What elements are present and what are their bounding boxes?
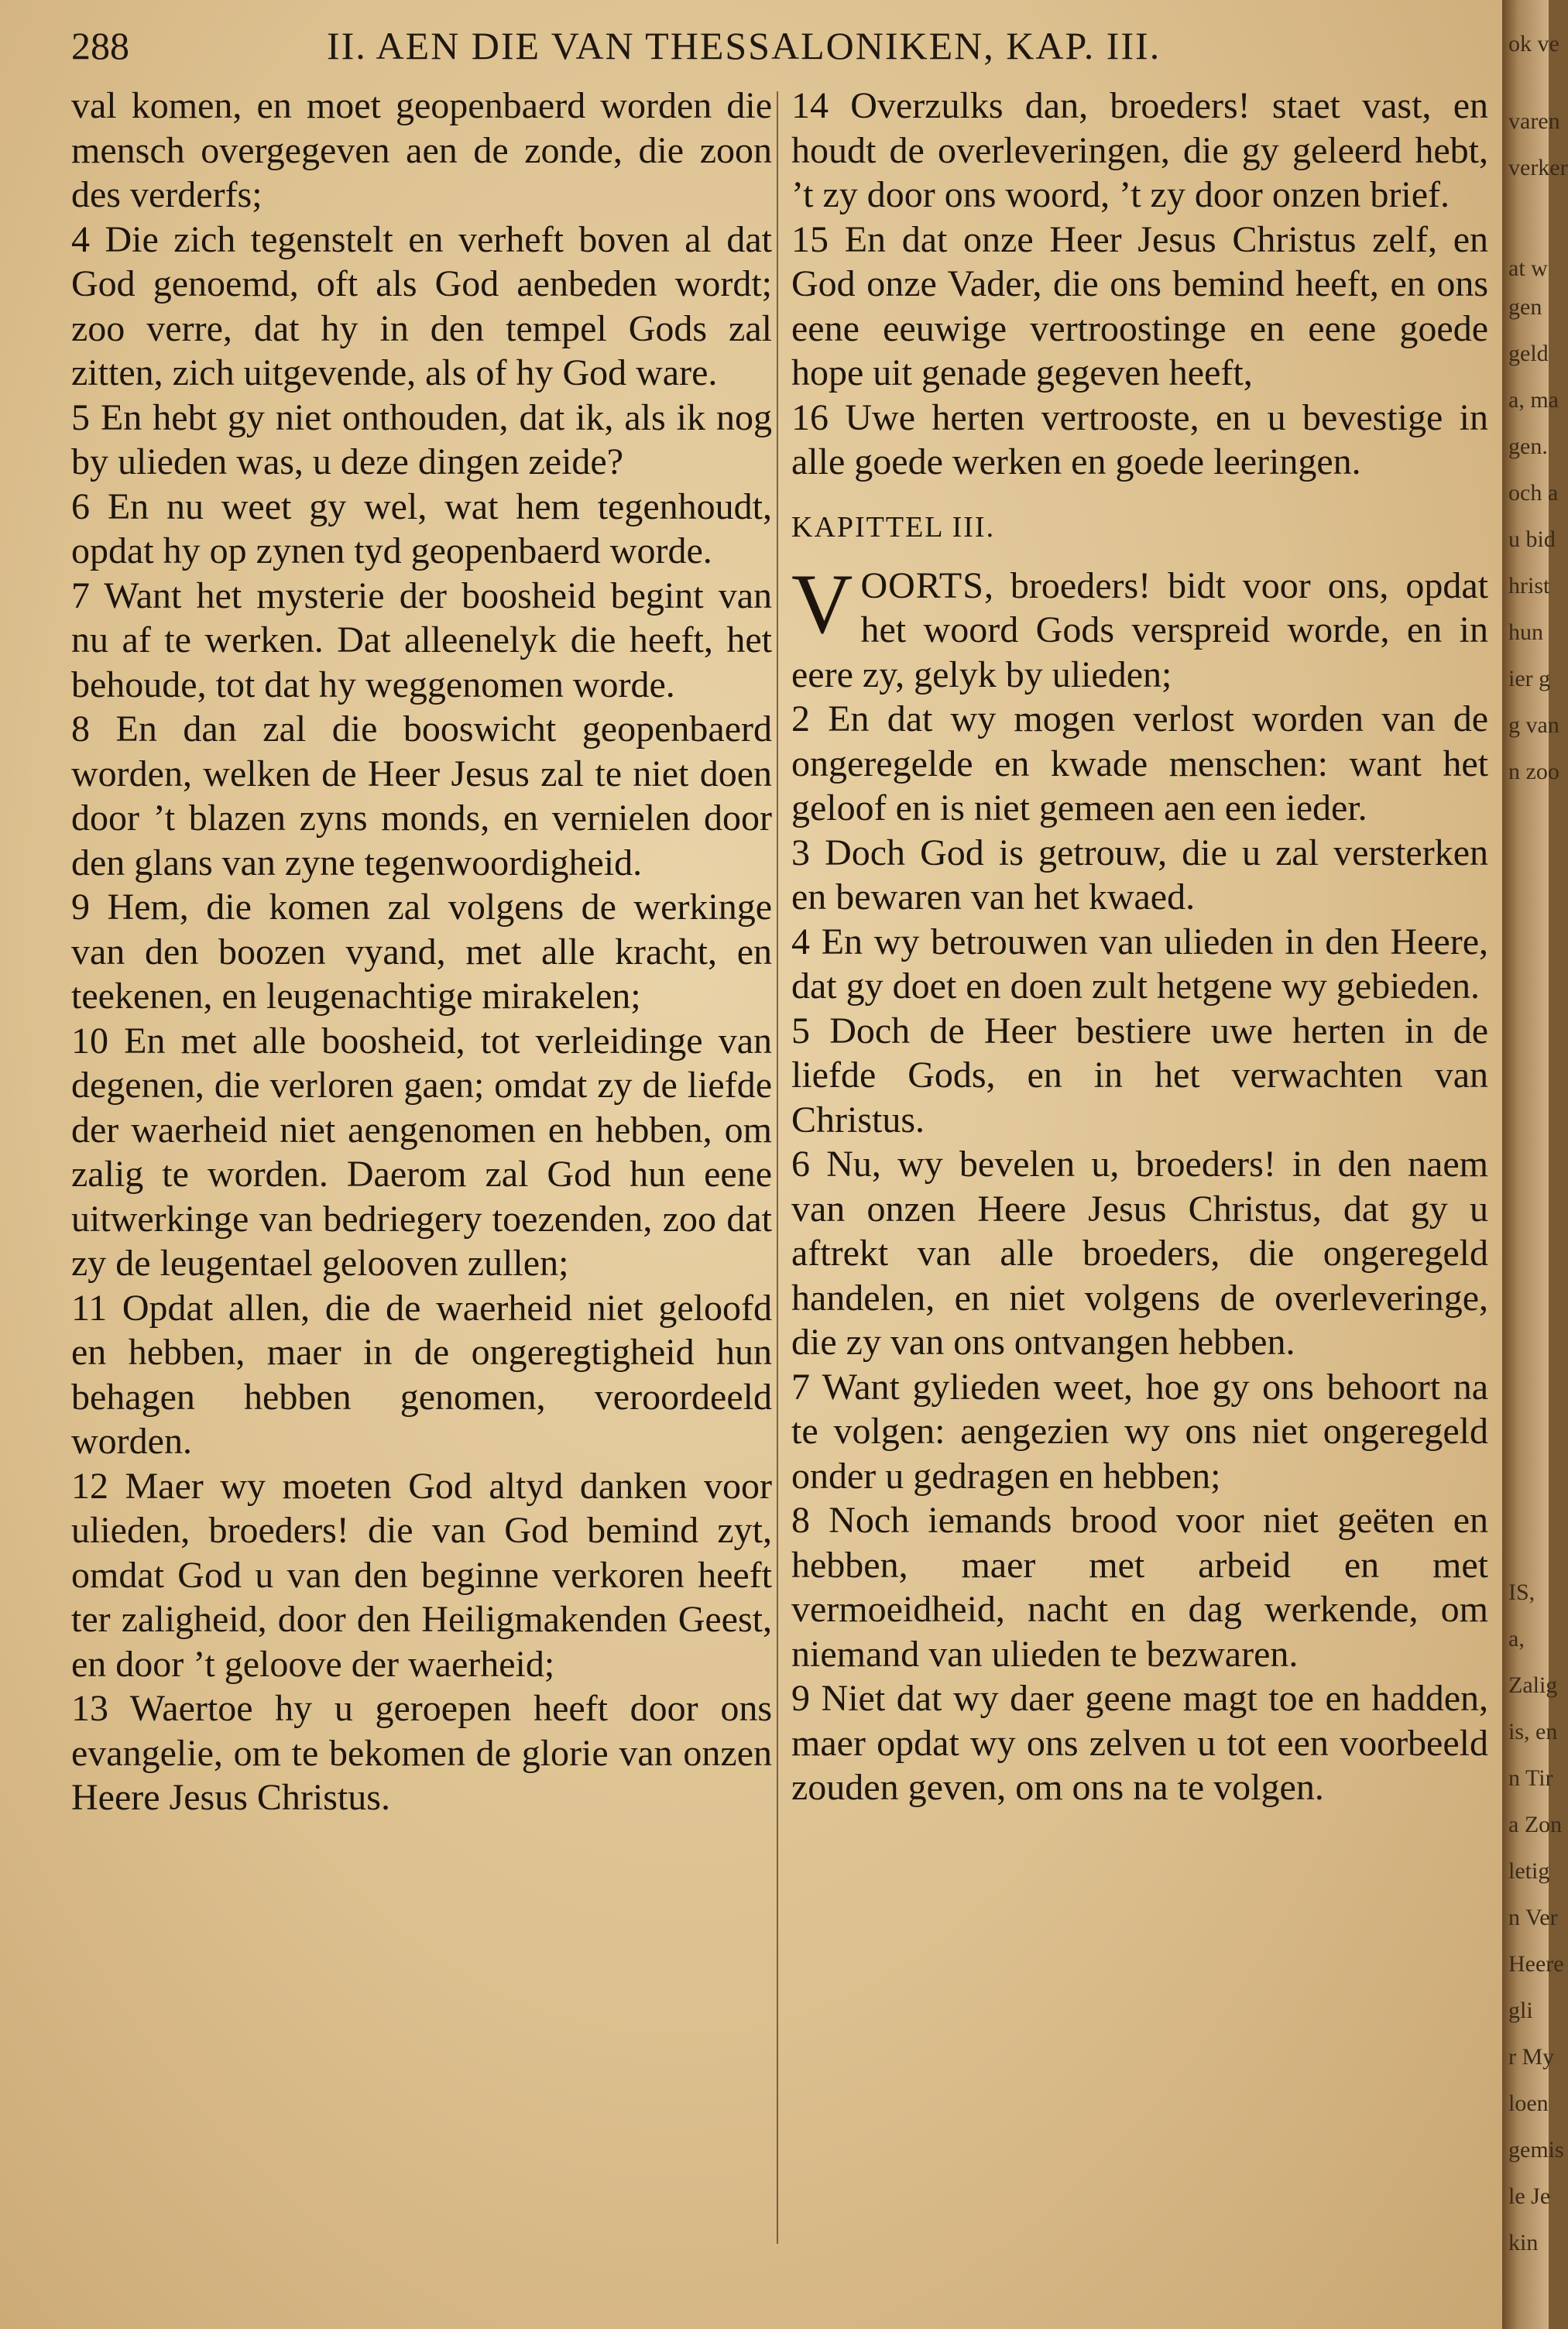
adjacent-page-fragment: n zoo — [1508, 759, 1559, 784]
adjacent-page-fragment: le Je — [1508, 2183, 1551, 2209]
verse-text: val komen, en moet geopenbaerd worden die mensch overgegeven aen de zonde, die zoon des verderfs; — [71, 85, 772, 215]
chapter-heading: KAPITTEL III. — [791, 510, 996, 544]
adjacent-page-fragment: Heere — [1508, 1951, 1564, 1977]
drop-cap: V — [791, 556, 853, 651]
adjacent-page-fragment: letig — [1508, 1858, 1550, 1884]
opening-caps: OORTS — [860, 564, 984, 606]
adjacent-page-fragment: gen — [1508, 294, 1542, 320]
adjacent-page-fragment: ier g — [1508, 666, 1551, 691]
verse-9b: 9 Niet dat wy daer geene magt toe en hadden, maer opdat wy ons zelven u tot een voorbeeld zouden geven, om ons na te volgen. — [791, 1678, 1488, 1808]
adjacent-page-fragment: geld — [1508, 341, 1549, 366]
adjacent-page-edge — [1502, 0, 1568, 2329]
verse-15: 15 En dat onze Heer Jesus Christus zelf, en God onze Vader, die ons bemind heeft, en ons eene eeuwige vertroostinge en eene goede hope uit genade gegeven heeft, — [791, 218, 1488, 393]
adjacent-page-fragment: g van — [1508, 712, 1559, 738]
adjacent-page-fragment: verker — [1508, 155, 1568, 180]
verse-9: 9 Hem, die komen zal volgens de werkinge van den boozen vyand, met alle kracht, en teekenen, en leugenachtige mirakelen; — [71, 887, 772, 1017]
verse-4: 4 Die zich tegenstelt en verheft boven al dat God genoemd, oft als God aenbeden wordt; zoo verre, dat hy in den tempel Gods zal zitten, zich uitgevende, als of hy God ware. — [71, 218, 772, 393]
column-divider — [777, 91, 778, 2244]
adjacent-page-fragment: a, ma — [1508, 387, 1559, 413]
verse-5: 5 En hebt gy niet onthouden, dat ik, als ik nog by ulieden was, u deze dingen zeide? — [71, 396, 772, 482]
adjacent-page-fragment: och a — [1508, 480, 1559, 506]
verse-6b: 6 Nu, wy bevelen u, broeders! in den naem van onzen Heere Jesus Christus, dat gy u aftrekt van alle broeders, die ongeregeld handelen, en niet volgens de overleveringe, die zy van ons ontvangen hebben. — [791, 1144, 1488, 1363]
verse-10: 10 En met alle boosheid, tot verleidinge van degenen, die verloren gaen; omdat zy de liefde der waerheid niet aengenomen en hebben, om zalig te worden. Daerom zal God hun eene uitwerkinge van bedriegery toezenden, zoo dat zy de leugentael gelooven zullen; — [71, 1020, 772, 1284]
verse-8b: 8 Noch iemands brood voor niet geëten en hebben, maer met arbeid en met vermoeidheid, nacht en dag werkende, om niemand van ulieden te bezwaren. — [791, 1500, 1488, 1675]
verse-7b: 7 Want gylieden weet, hoe gy ons behoort na te volgen: aengezien wy ons niet ongeregeld onder u gedragen en hebben; — [791, 1366, 1488, 1497]
verse-12: 12 Maer wy moeten God altyd danken voor ulieden, broeders! die van God bemind zyt, omdat God u van den beginne verkoren heeft ter zaligheid, door den Heiligmakenden Geest, en door ’t geloove der waerheid; — [71, 1465, 772, 1685]
adjacent-page-fragment: u bid — [1508, 527, 1556, 552]
verse-2: 2 En dat wy mogen verlost worden van de ongeregelde en kwade menschen: want het geloof en is niet gemeen aen een ieder. — [791, 698, 1488, 828]
adjacent-page-fragment: ok ve — [1508, 31, 1559, 57]
adjacent-page-fragment: gemis — [1508, 2137, 1564, 2163]
adjacent-page-fragment: is, en — [1508, 1719, 1558, 1744]
adjacent-page-fragment: a, — [1508, 1626, 1525, 1652]
adjacent-page-fragment: gli — [1508, 1998, 1533, 2023]
opening-text: , broeders! bidt voor ons, opdat het woord Gods verspreid worde, en in eere zy, gelyk by ulieden; — [791, 564, 1488, 695]
adjacent-page-fragment: gen. — [1508, 434, 1548, 459]
verse-7: 7 Want het mysterie der boosheid begint van nu af te werken. Dat alleenelyk die heeft, het behoude, tot dat hy weggenomen worde. — [71, 575, 772, 705]
verse-16: 16 Uwe herten vertrooste, en u bevestige in alle goede werken en goede leeringen. — [791, 396, 1488, 482]
adjacent-page-fragment: varen — [1508, 108, 1560, 134]
verse-13: 13 Waertoe hy u geroepen heeft door ons evangelie, om te bekomen de glorie van onzen Heere Jesus Christus. — [71, 1688, 772, 1818]
verse-8: 8 En dan zal die booswicht geopenbaerd worden, welken de Heer Jesus zal te niet doen door ’t blazen zyns monds, en vernielen door den glans van zyne tegenwoordigheid. — [71, 708, 772, 883]
adjacent-page-fragment: loen — [1508, 2091, 1549, 2116]
left-column — [71, 84, 772, 1820]
adjacent-page-fragment: kin — [1508, 2230, 1539, 2255]
verse-6: 6 En nu weet gy wel, wat hem tegenhoudt, opdat hy op zynen tyd geopenbaerd worde. — [71, 485, 772, 571]
verse-14: 14 Overzulks dan, broeders! staet vast, en houdt de overleveringen, die gy geleerd hebt, ’t zy door ons woord, ’t zy door onzen brief. — [791, 85, 1488, 215]
adjacent-page-fragment: n Tir — [1508, 1765, 1553, 1791]
verse-3: 3 Doch God is getrouw, die u zal versterken en bewaren van het kwaed. — [791, 832, 1488, 918]
adjacent-page-fragment: r My — [1508, 2044, 1555, 2070]
adjacent-page-fragment: a Zon — [1508, 1812, 1563, 1837]
verse-11: 11 Opdat allen, die de waerheid niet geloofd en hebben, maer in de ongeregtigheid hun behagen hebben genomen, veroordeeld worden. — [71, 1287, 772, 1462]
adjacent-page-fragment: n Ver — [1508, 1905, 1558, 1930]
page-header — [71, 23, 1496, 77]
adjacent-page-fragment: Zalig — [1508, 1672, 1558, 1698]
adjacent-page-fragment: IS, — [1508, 1580, 1535, 1605]
right-column — [791, 84, 1488, 1810]
verse-5b: 5 Doch de Heer bestiere uwe herten in de liefde Gods, en in het verwachten van Christus. — [791, 1010, 1488, 1140]
adjacent-page-fragment: hun — [1508, 619, 1543, 645]
page-number: 288 — [71, 24, 129, 67]
verse-1 — [791, 556, 1488, 698]
running-title: II. AEN DIE VAN THESSALONIKEN, KAP. III. — [327, 24, 1161, 67]
adjacent-page-fragment: hrist — [1508, 573, 1550, 599]
verse-4b: 4 En wy betrouwen van ulieden in den Heere, dat gy doet en doen zult hetgene wy gebieden. — [791, 921, 1488, 1007]
adjacent-page-fragment: at w — [1508, 256, 1548, 281]
